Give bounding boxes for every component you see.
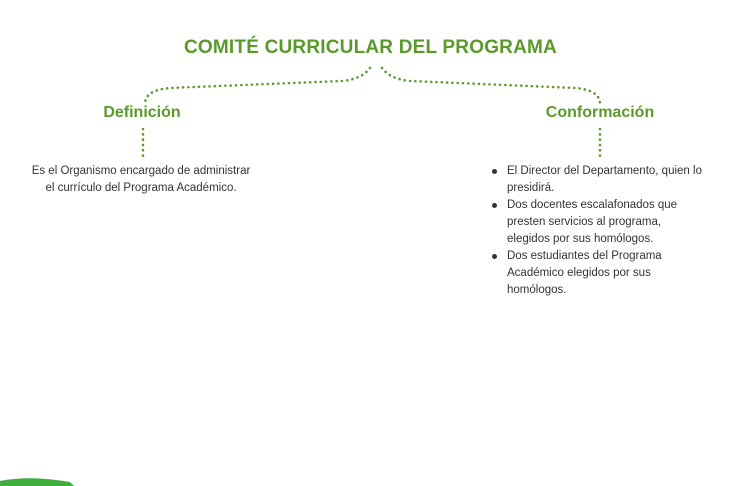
- bullet-icon: [492, 203, 497, 208]
- conformacion-heading: Conformación: [545, 104, 655, 121]
- decorative-swoosh: [0, 472, 90, 486]
- diagram-title: COMITÉ CURRICULAR DEL PROGRAMA: [184, 37, 557, 58]
- list-item: [490, 197, 702, 248]
- bracket-left-arm: [145, 68, 370, 104]
- definicion-text: Es el Organismo encargado de administrar el currículo del Programa Académico.: [31, 165, 251, 194]
- list-item: [490, 248, 702, 299]
- definicion-heading: Definición: [103, 104, 181, 121]
- bullet-icon: [492, 254, 497, 259]
- list-item-text: Dos estudiantes del Programa Académico elegidos por sus homólogos.: [507, 250, 662, 296]
- list-item-text: Dos docentes escalafonados que presten servicios al programa, elegidos por sus homólogos.: [507, 199, 678, 245]
- bracket-right-arm: [382, 68, 600, 104]
- bullet-icon: [492, 169, 497, 174]
- list-item-text: El Director del Departamento, quien lo presidirá.: [507, 165, 702, 194]
- conformacion-list: [490, 163, 702, 299]
- list-item: [490, 163, 702, 197]
